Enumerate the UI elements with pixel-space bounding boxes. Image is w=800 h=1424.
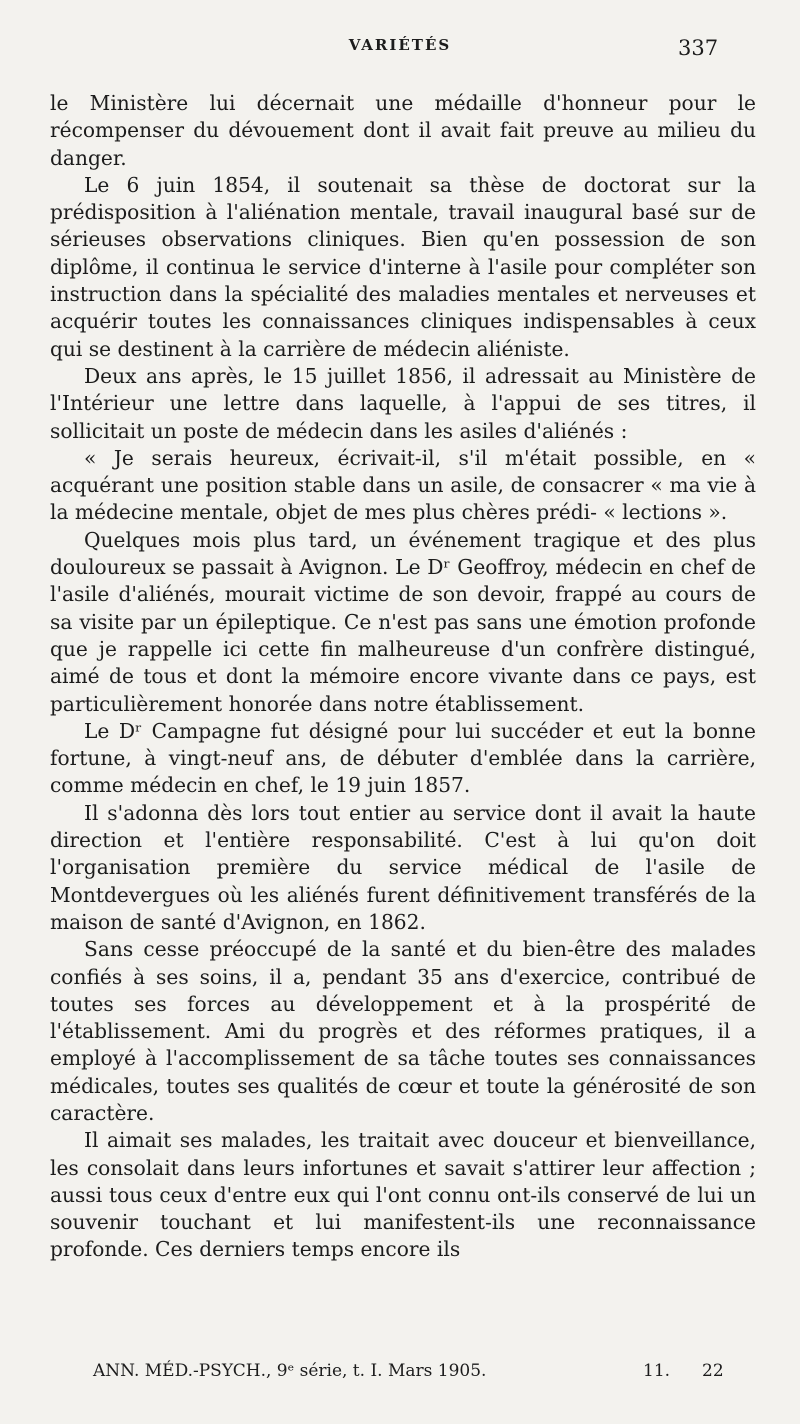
paragraph: le Ministère lui décernait une médaille d'honneur pour le récompenser du dévouement dont il avait fait preuve au milieu du danger. <box>50 91 756 170</box>
paragraph: Il s'adonna dès lors tout entier au service dont il avait la haute direction et l'entière responsabilité. C'est à lui qu'on doit l'organisation première du service médical de l'asile de Montdevergues où les aliénés furent définitivement transférés de la maison de santé d'Avignon, en 1862. <box>50 800 756 934</box>
paragraph: Sans cesse préoccupé de la santé et du bien-être des malades confiés à ses soins, il a, pendant 35 ans d'exercice, contribué de toutes ses forces au développement et à la prospérité de l'établissement. Ami du progrès et des réformes pratiques, il a employé à l'accomplissement de sa tâche toutes ses connaissances médicales, toutes ses qualités de cœur et toute la générosité de son caractère. <box>50 937 756 1125</box>
paragraph: Il aimait ses malades, les traitait avec douceur et bienveillance, les consolait dans leurs infortunes et savait s'attirer leur affection ; aussi tous ceux d'entre eux qui l'ont connu ont-ils conservé de lui un souvenir touchant et lui manifestent-ils une reconnaissance profonde. Ces derniers temps encore ils <box>50 1128 756 1262</box>
paragraph: Le Dʳ Campagne fut désigné pour lui succéder et eut la bonne fortune, à vingt-neuf ans, de débuter d'emblée dans la carrière, comme médecin en chef, le 19 juin 1857. <box>50 718 756 798</box>
paragraph: Le 6 juin 1854, il soutenait sa thèse de doctorat sur la prédisposition à l'aliénation mentale, travail inaugural basé sur de sérieuses observations cliniques. Bien qu'en possession de son diplôme, il continua le service d'interne à l'asile pour compléter son instruction dans la spécialité des maladies mentales et nerveuses et acquérir toutes les connaissances cliniques indispensables à ceux qui se destinent à la carrière de médecin aliéniste. <box>50 172 756 361</box>
quotation: « Je serais heureux, écrivait-il, s'il m'était possible, en « acquérant une position stable dans un asile, de consacrer « ma vie à la médecine mentale, objet de mes plus chères prédi- « lections ». <box>50 445 756 525</box>
page-number: 337 <box>678 36 719 60</box>
paragraph: Deux ans après, le 15 juillet 1856, il adressait au Ministère de l'Intérieur une lettre dans laquelle, à l'appui de ses titres, il sollicitait un poste de médecin dans les asiles d'aliénés : <box>50 363 756 443</box>
running-title: VARIÉTÉS <box>348 36 452 54</box>
signature-mark: 11. <box>643 1361 671 1381</box>
journal-citation: ANN. MÉD.-PSYCH., 9ᵉ série, t. I. Mars 1905. <box>93 1361 487 1381</box>
signature-mark: 22 <box>702 1361 724 1381</box>
paragraph: Quelques mois plus tard, un événement tragique et des plus douloureux se passait à Avignon. Le Dʳ Geoffroy, médecin en chef de l'asile d'aliénés, mourait victime de son devoir, frappé au cours de sa visite par un épileptique. Ce n'est pas sans une émotion profonde que je rappelle ici cette fin malheureuse d'un confrère distingué, aimé de tous et dont la mémoire encore vivante dans ce pays, est particulièrement honorée dans notre établissement. <box>50 527 756 716</box>
body-text <box>50 90 756 1264</box>
